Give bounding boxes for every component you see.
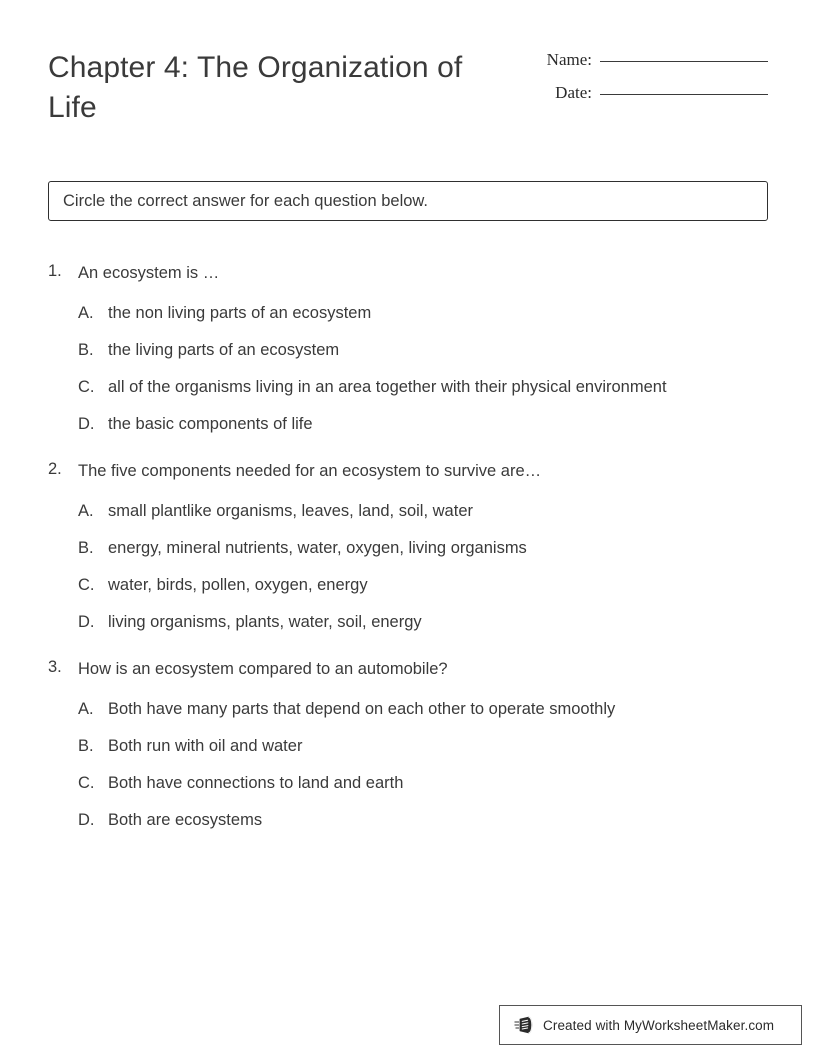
option-text: Both run with oil and water bbox=[108, 737, 303, 755]
date-field-row bbox=[536, 83, 768, 103]
answer-option[interactable] bbox=[78, 302, 768, 325]
questions-list bbox=[48, 262, 768, 856]
answer-option[interactable] bbox=[78, 500, 768, 523]
question-block bbox=[48, 460, 768, 634]
answer-option[interactable] bbox=[78, 537, 768, 560]
option-letter: B. bbox=[78, 737, 94, 755]
option-letter: D. bbox=[78, 613, 95, 631]
question-number: 2. bbox=[48, 460, 62, 478]
answer-option[interactable] bbox=[78, 809, 768, 832]
option-text: all of the organisms living in an area together with their physical environment bbox=[108, 378, 667, 396]
instruction-text: Circle the correct answer for each question below. bbox=[63, 191, 429, 210]
option-text: living organisms, plants, water, soil, energy bbox=[108, 613, 422, 631]
answer-option[interactable] bbox=[78, 735, 768, 758]
option-text: Both are ecosystems bbox=[108, 811, 263, 829]
answer-option[interactable] bbox=[78, 611, 768, 634]
name-date-block bbox=[536, 44, 768, 116]
footer-attribution-text: Created with MyWorksheetMaker.com bbox=[543, 1017, 775, 1033]
option-text: Both have connections to land and earth bbox=[108, 774, 404, 792]
worksheet-header bbox=[48, 44, 768, 128]
question-text: How is an ecosystem compared to an automobile? bbox=[78, 660, 448, 678]
question-block bbox=[48, 262, 768, 436]
option-letter: D. bbox=[78, 415, 95, 433]
option-letter: A. bbox=[78, 304, 94, 322]
question-block bbox=[48, 658, 768, 832]
option-text: Both have many parts that depend on each other to operate smoothly bbox=[108, 700, 616, 718]
option-text: the non living parts of an ecosystem bbox=[108, 304, 372, 322]
answer-option[interactable] bbox=[78, 339, 768, 362]
question-stem bbox=[48, 262, 768, 284]
question-stem bbox=[48, 460, 768, 482]
answer-option[interactable] bbox=[78, 574, 768, 597]
answer-option[interactable] bbox=[78, 772, 768, 795]
question-text: The five components needed for an ecosystem to survive are… bbox=[78, 462, 542, 480]
option-letter: A. bbox=[78, 502, 94, 520]
option-letter: C. bbox=[78, 378, 95, 396]
name-field-label: Name: bbox=[546, 50, 592, 69]
option-letter: B. bbox=[78, 539, 94, 557]
option-letter: A. bbox=[78, 700, 94, 718]
question-number: 3. bbox=[48, 658, 62, 676]
option-text: water, birds, pollen, oxygen, energy bbox=[108, 576, 368, 594]
instruction-box bbox=[48, 181, 768, 221]
option-letter: C. bbox=[78, 576, 95, 594]
name-field-row bbox=[536, 50, 768, 70]
answer-option[interactable] bbox=[78, 698, 768, 721]
question-stem bbox=[48, 658, 768, 680]
worksheet-maker-logo-icon bbox=[514, 1015, 534, 1035]
option-text: the living parts of an ecosystem bbox=[108, 341, 340, 359]
question-text: An ecosystem is … bbox=[78, 264, 220, 282]
page-title: Chapter 4: The Organization of Life bbox=[48, 51, 463, 124]
option-letter: B. bbox=[78, 341, 94, 359]
option-letter: C. bbox=[78, 774, 95, 792]
date-field-label: Date: bbox=[555, 83, 592, 102]
answer-option[interactable] bbox=[78, 376, 768, 399]
option-text: the basic components of life bbox=[108, 415, 313, 433]
question-number: 1. bbox=[48, 262, 62, 280]
footer-attribution-badge[interactable] bbox=[499, 1005, 802, 1045]
date-field-line[interactable] bbox=[600, 94, 768, 95]
answer-option[interactable] bbox=[78, 413, 768, 436]
name-field-line[interactable] bbox=[600, 61, 768, 62]
option-text: small plantlike organisms, leaves, land, soil, water bbox=[108, 502, 473, 520]
option-text: energy, mineral nutrients, water, oxygen, living organisms bbox=[108, 539, 527, 557]
option-letter: D. bbox=[78, 811, 95, 829]
